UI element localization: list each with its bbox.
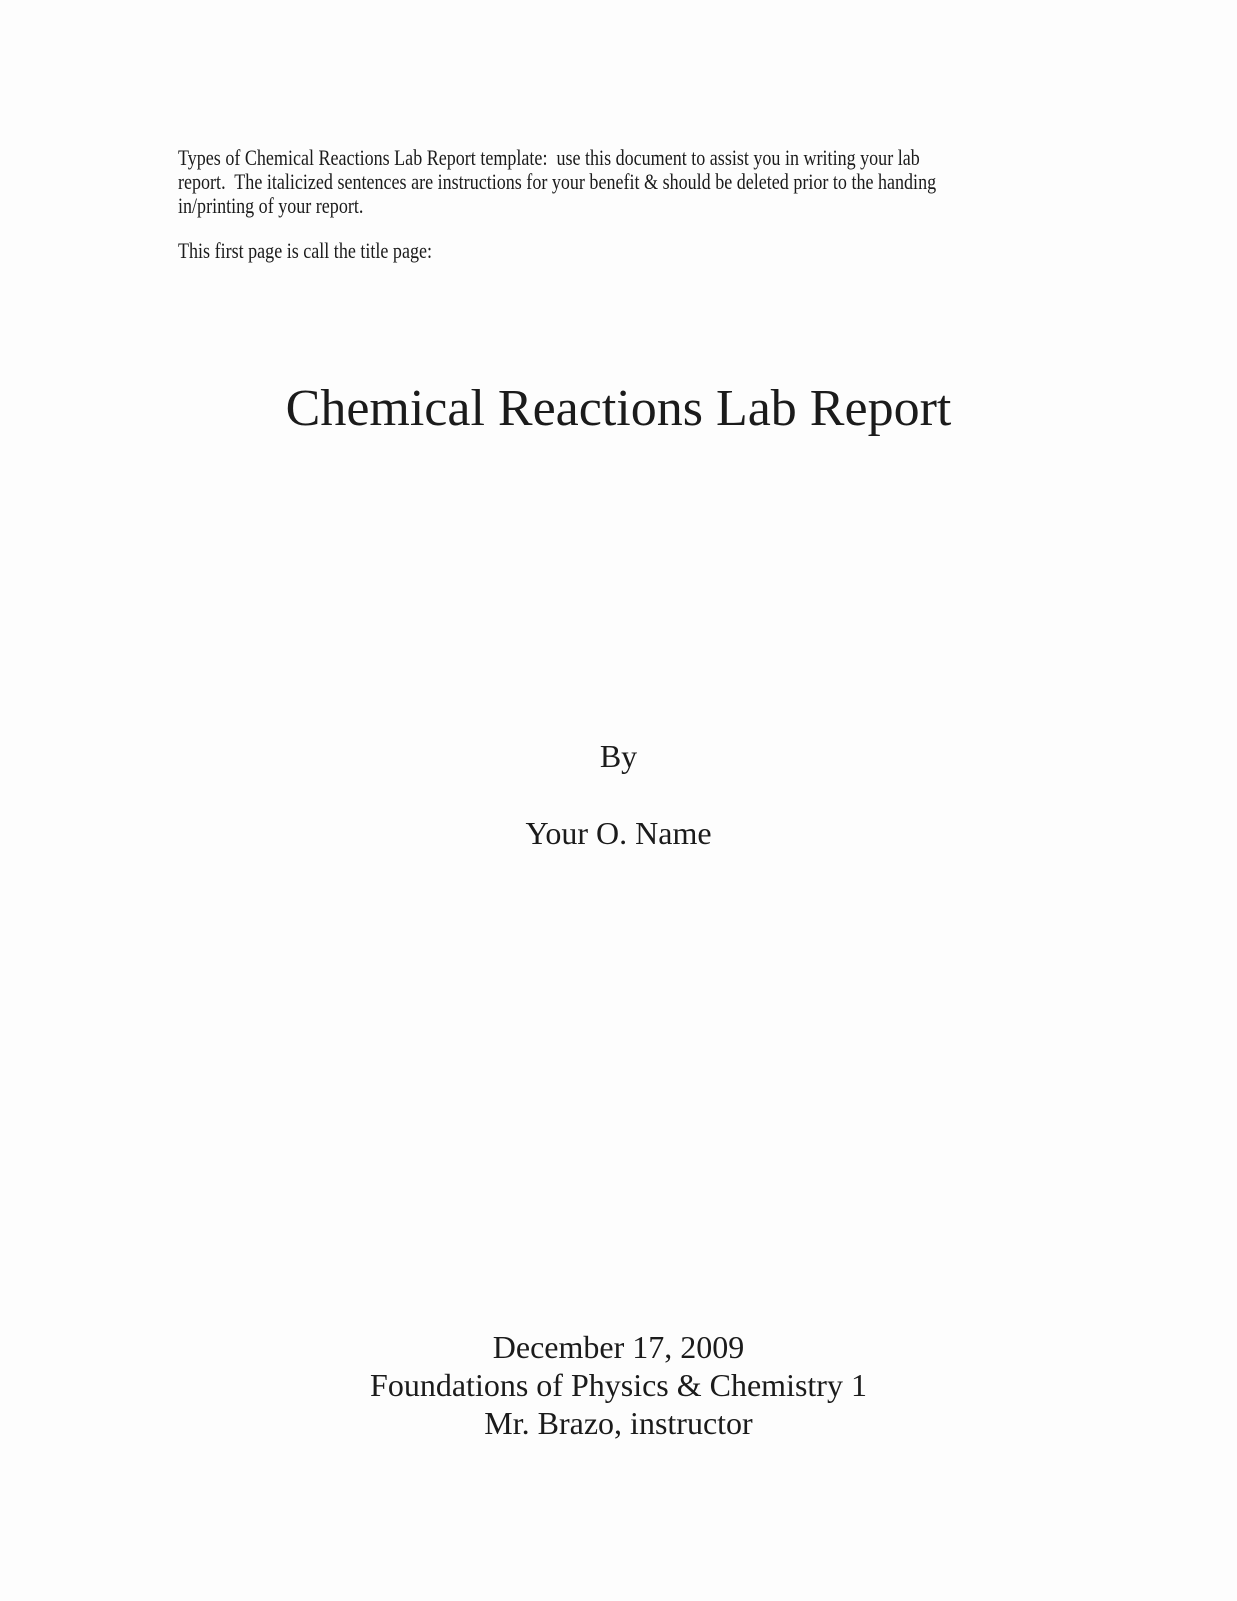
footer-course: Foundations of Physics & Chemistry 1 bbox=[370, 1367, 867, 1403]
footer-instructor: Mr. Brazo, instructor bbox=[484, 1405, 753, 1441]
byline-author-name: Your O. Name bbox=[525, 815, 712, 851]
footer-date: December 17, 2009 bbox=[492, 1329, 745, 1365]
byline-by-label: By bbox=[599, 738, 638, 774]
intro-line: in/printing of your report. bbox=[178, 193, 364, 218]
footer-block bbox=[0, 1328, 1237, 1442]
title-page-note: This first page is call the title page: bbox=[178, 238, 432, 263]
intro-line: report. The italicized sentences are instructions for your benefit & should be deleted prior to the handing bbox=[178, 169, 937, 194]
intro-paragraph bbox=[178, 146, 936, 218]
report-title: Chemical Reactions Lab Report bbox=[285, 380, 952, 437]
intro-line: Types of Chemical Reactions Lab Report template: use this document to assist you in writing your lab bbox=[178, 145, 920, 170]
